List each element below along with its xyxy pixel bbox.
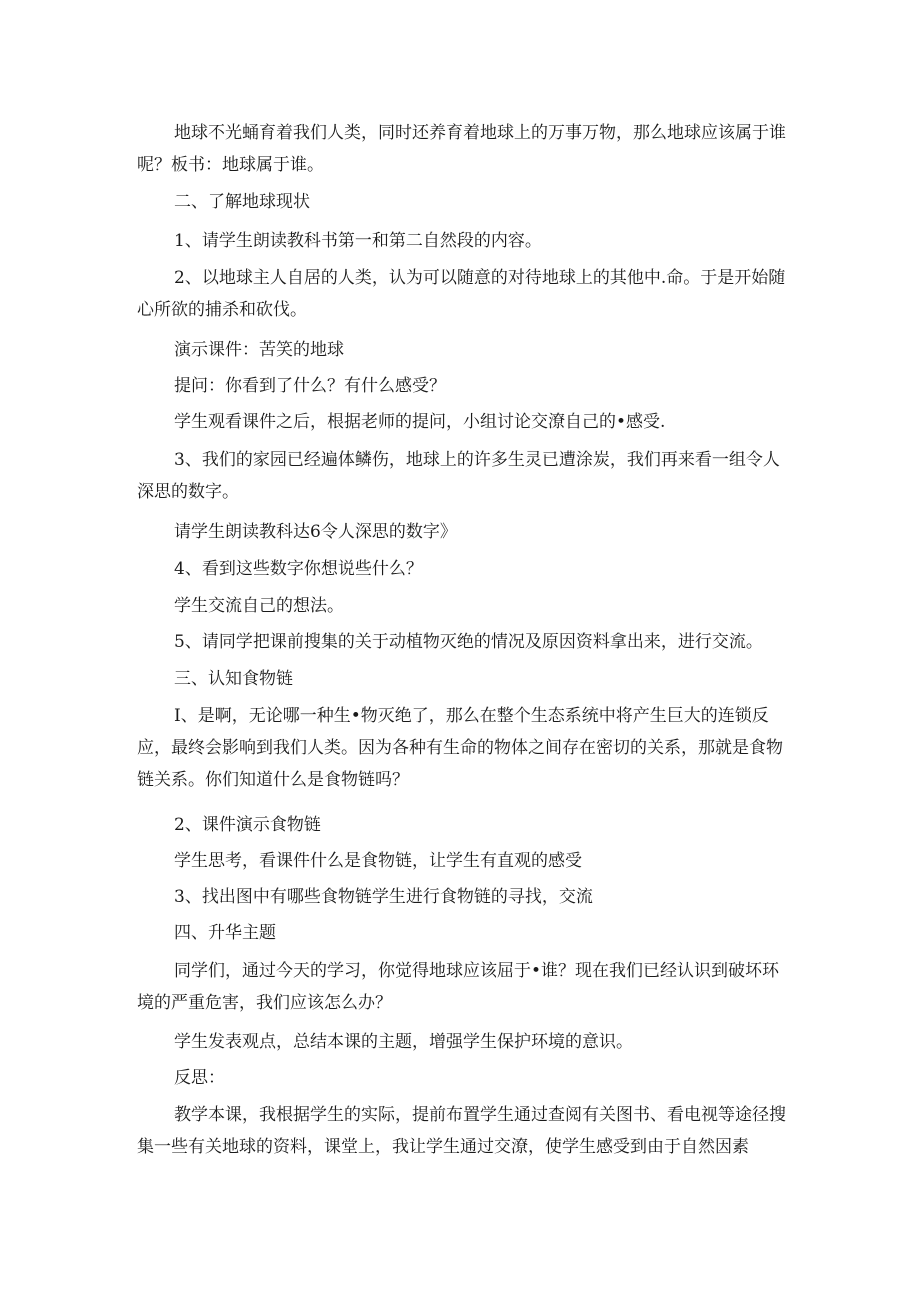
list-item-2-5: 5、请同学把课前搜集的关于动植物灭绝的情况及原因资料拿出来，进行交流。: [174, 632, 763, 652]
list-item-2-4: 4、看到这些数字你想说些什么？: [174, 559, 423, 579]
list-item-3-1: I、是啊，无论哪一种生•物灭绝了，那么在整个生态系统中将产生巨大的连锁反应，最终会影响到我们人类。因为各种有生命的物体之间存在密切的关系，那就是食物链关系。你们知道什么是食物链吗？: [137, 706, 783, 790]
section-heading-3: 三、认知食物链: [174, 669, 293, 689]
paragraph-read-numbers: 请学生朗读教科达6令人深思的数字》: [174, 522, 457, 542]
paragraph-think: 学生思考，看课件什么是食物链，让学生有直观的感受: [174, 851, 582, 871]
paragraph-sublimate: 同学们，通过今天的学习，你觉得地球应该屈于•谁？现在我们已经认识到破坏环境的严重危害，我们应该怎么办？: [137, 961, 780, 1013]
list-item-3-2: 2、课件演示食物链: [174, 815, 321, 835]
list-item-3-3: 3、找出图中有哪些食物链学生进行食物链的寻找，交流: [174, 887, 593, 907]
paragraph-share: 学生交流自己的想法。: [174, 596, 344, 616]
paragraph-summary: 学生发表观点，总结本课的主题，增强学生保护环境的意识。: [174, 1032, 633, 1052]
paragraph-reflection: 教学本课，我根据学生的实际，提前布置学生通过查阅有关图书、看电视等途径搜集一些有关地球的资料，课堂上，我让学生通过交潦，使学生感受到由于自然因素: [137, 1105, 786, 1157]
paragraph-intro: 地球不光蛹育着我们人类，同时还养育着地球上的万事万物，那么地球应该属于谁呢？板书：地球属于谁。: [137, 123, 786, 175]
section-heading-4: 四、升华主题: [174, 923, 276, 943]
paragraph-question: 提问：你看到了什么？有什么感受？: [174, 376, 446, 396]
reflection-heading: 反思：: [174, 1068, 225, 1088]
paragraph-discussion: 学生观看课件之后，根据老师的提问，小组讨论交潦自己的•感受.: [174, 412, 666, 432]
list-item-2-3: 3、我们的家园已经遍体鳞伤，地球上的许多生灵已遭涂炭，我们再来看一组令人深思的数字。: [137, 450, 780, 502]
list-item-2-2: 2、以地球主人自居的人类，认为可以随意的对待地球上的其他中.命。于是开始随心所欲的捕杀和砍伐。: [137, 268, 786, 320]
section-heading-2: 二、了解地球现状: [174, 192, 310, 212]
list-item-2-1: 1、请学生朗读教科书第一和第二自然段的内容。: [174, 231, 542, 251]
paragraph-demo: 演示课件：苦笑的地球: [174, 340, 344, 360]
